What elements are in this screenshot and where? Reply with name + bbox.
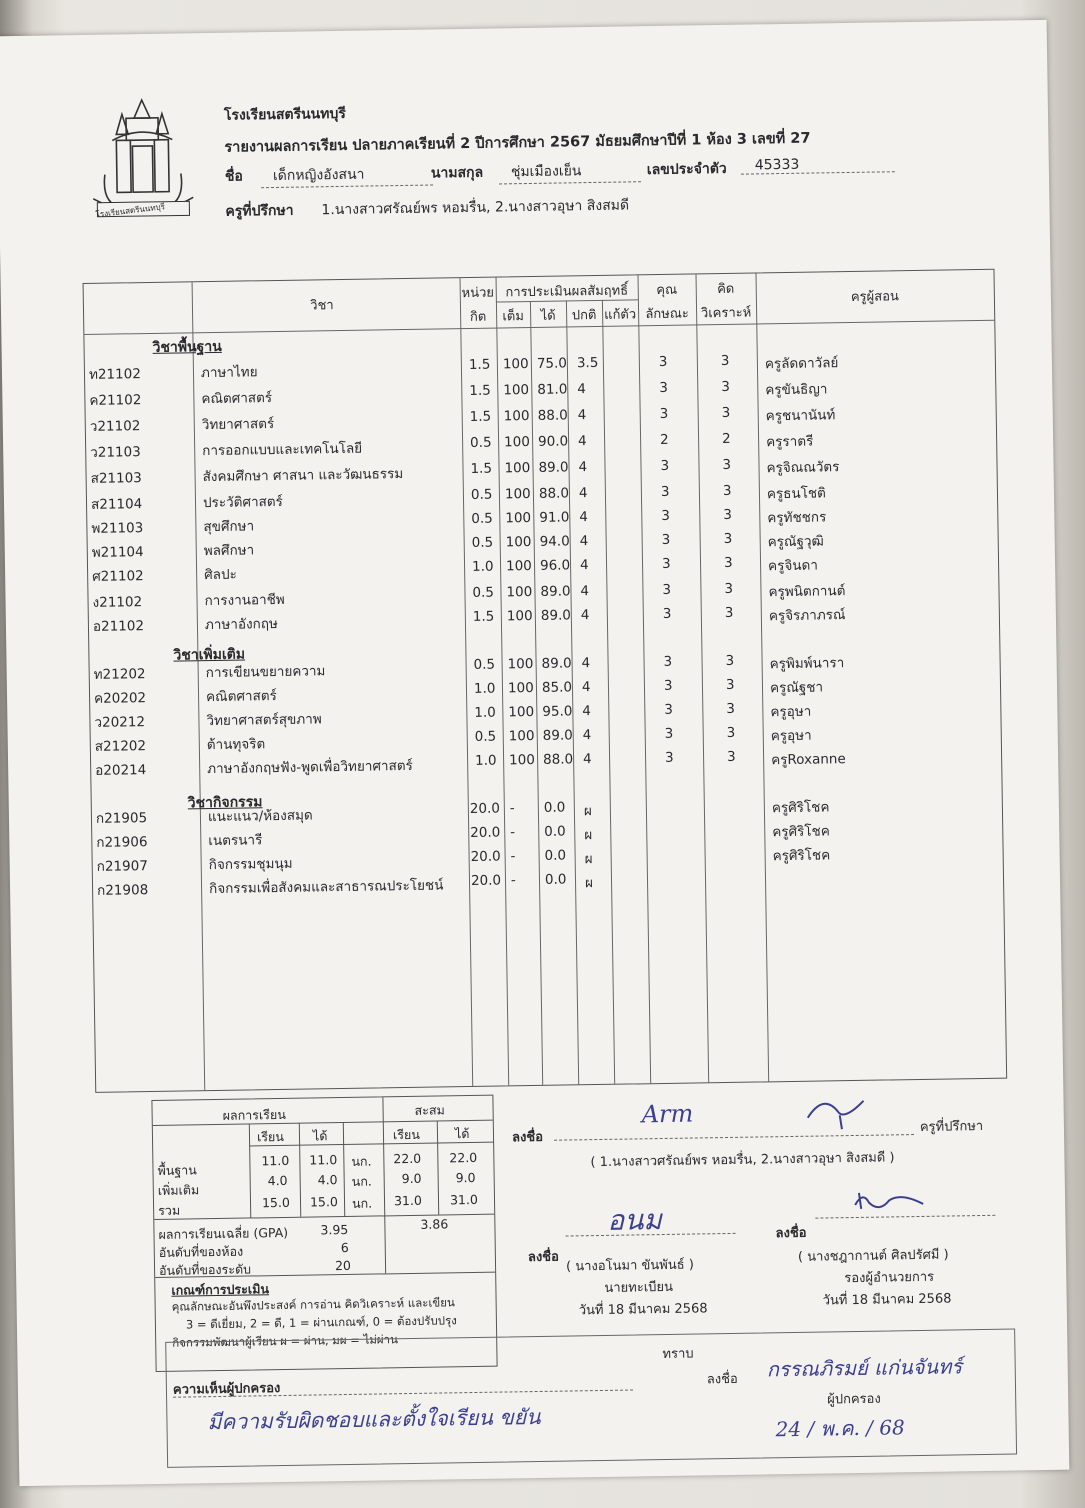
summary-extra-unit: นก. [351,1173,372,1189]
cell-full: 100 [504,486,531,503]
cell-think: 3 [725,676,735,693]
cell-full: - [509,800,515,817]
criteria-line-3: กิจกรรมพัฒนาผู้เรียน ผ = ผ่าน, มผ = ไม่ผ่าน [172,1332,399,1350]
cell-code: ว21102 [89,418,141,435]
name-label: ชื่อ [224,168,243,185]
cell-grade: 4 [581,655,591,672]
cell-got: 96.0 [539,557,571,574]
cell-think: 2 [721,430,731,447]
cell-code: ส21104 [90,496,143,513]
report-title: รายงานผลการเรียน ปลายภาคเรียนที่ 2 ปีการศึกษา 2567 มัธยมศึกษาปีที่ 1 ห้อง 3 เลขที่ 27 [224,130,811,156]
cell-name: ภาษาไทย [200,364,258,382]
parent-opinion-label: ความเห็นผู้ปกครอง [172,1381,281,1398]
cell-credit: 0.5 [471,510,493,527]
cell-code: ก21907 [96,858,148,875]
section-activity: วิชากิจกรรม [187,794,263,812]
cell-grade: ผ [584,827,593,844]
rank-room-value: 6 [340,1239,349,1256]
deputy-date: วันที่ 18 มีนาคม 2568 [822,1291,952,1309]
surname-label: นามสกุล [430,164,484,182]
student-id: 45333 [741,155,895,174]
cell-name: การออกแบบและเทคโนโลยี [202,440,363,460]
header-think-2: วิเคราะห์ [700,305,752,322]
summary-got-header: ได้ [312,1128,328,1144]
cell-got: 88.0 [537,407,568,424]
summary-extra-got: 4.0 [317,1172,338,1188]
cell-grade: 4 [578,459,588,476]
cell-teacher: ครูพนิตกานต์ [768,583,846,601]
cell-char: 3 [664,701,674,718]
rank-level-value: 20 [334,1257,352,1274]
header-teacher: ครูผู้สอน [850,289,899,305]
cell-credit: 0.5 [471,534,494,551]
cell-got: 88.0 [538,485,570,502]
cell-grade: ผ [583,803,592,820]
cell-name: ประวัติศาสตร์ [202,493,283,512]
registrar-signature: อนม [607,1203,663,1237]
cell-code: ก21906 [96,834,148,851]
summary-basic-label: พื้นฐาน [157,1162,197,1178]
cell-grade: 4 [582,751,592,768]
cell-name: สังคมศึกษา ศาสนา และวัฒนธรรม [202,466,404,486]
cell-teacher: ครูจิณณวัตร [766,459,840,477]
cell-grade: 4 [580,607,590,624]
cell-name: คณิตศาสตร์ [201,390,273,408]
cell-grade: 4 [577,433,587,450]
cell-name: เนตรนารี [208,832,263,850]
cell-got: 75.0 [536,355,568,372]
cell-code: อ20214 [95,762,147,779]
cell-think: 3 [725,652,735,669]
cell-char: 3 [660,457,670,474]
cell-teacher: ครูศิริโชค [772,847,831,865]
cell-full: 100 [505,533,532,551]
header-assessment: การประเมินผลสัมฤทธิ์ [505,283,629,301]
cell-got: 89.0 [538,459,569,476]
cell-credit: 1.5 [468,356,491,373]
section-extra: วิชาเพิ่มเติม [173,646,246,664]
cell-name: คณิตศาสตร์ [205,688,277,706]
cell-credit: 20.0 [469,800,501,817]
cell-code: ว21103 [90,444,141,461]
cell-grade: ผ [584,851,593,868]
advisor-names: 1.นางสาวศรัณย์พร หอมรื่น, 2.นางสาวอุษา สิงสมดี [321,197,630,219]
cell-full: - [510,824,516,841]
advisor-label: ครูที่ปรึกษา [225,202,294,220]
parent-opinion-box [165,1328,1017,1467]
cell-credit: 1.0 [471,558,494,575]
criteria-line-2: 3 = ดีเยี่ยม, 2 = ดี, 1 = ผ่านเกณฑ์, 0 = ต้องปรับปรุง [185,1313,457,1332]
cell-credit: 1.5 [470,460,493,477]
cell-name: พลศึกษา [203,542,255,560]
header-fix: แก้ตัว [604,307,637,323]
cell-code: ค21102 [89,392,142,409]
cell-code: ง21102 [92,594,143,611]
cell-code: ศ21102 [92,568,144,585]
summary-total-label: รวม [158,1202,181,1218]
summary-study-header-2: เรียน [392,1126,420,1143]
cell-name: สุขศึกษา [203,518,255,536]
registrar-sign-label: ลงชื่อ [527,1249,559,1266]
cell-got: 91.0 [539,509,570,526]
cell-teacher: ครูRoxanne [771,751,846,769]
cell-got: 0.0 [544,847,567,864]
cell-full: 100 [508,703,535,721]
cell-full: - [510,872,516,889]
cell-full: 100 [507,655,534,673]
summary-got-header-2: ได้ [454,1126,470,1142]
header-got: ได้ [540,308,556,324]
cell-got: 81.0 [537,381,568,398]
cell-grade: 4 [580,583,590,600]
cell-full: 100 [503,408,530,425]
parent-sign-date: 24 / พ.ค. / 68 [775,1415,905,1442]
cell-got: 88.0 [542,751,574,768]
gpa-label: ผลการเรียนเฉลี่ย (GPA) [158,1224,289,1242]
cell-think: 3 [721,378,730,395]
header-character-2: ลักษณะ [645,306,689,323]
summary-result-header: ผลการเรียน [222,1106,286,1123]
cell-think: 3 [726,700,736,717]
advisor-names-sign: ( 1.นางสาวศรัณย์พร หอมรื่น, 2.นางสาวอุษา สิงสมดี ) [590,1150,895,1171]
cell-code: ท21102 [88,366,141,383]
cell-name: ภาษาอังกฤษฟัง-พูดเพื่อวิทยาศาสตร์ [207,757,413,778]
cell-grade: 3.5 [576,354,599,372]
cell-teacher: ครูพิมพ์นารา [769,655,845,673]
summary-extra-label: เพิ่มเติม [157,1182,200,1198]
rank-room-label: อันดับที่ของห้อง [158,1243,244,1260]
cell-code: ท21202 [93,666,146,683]
cell-grade: 4 [578,485,588,502]
cell-grade: ผ [584,875,594,892]
cell-name: ศิลปะ [204,566,237,584]
cell-teacher: ครูชนานันท์ [765,407,836,425]
cell-credit: 0.5 [469,434,492,451]
cell-teacher: ครูศิริโชค [771,799,830,817]
cell-full: 100 [507,679,534,697]
parent-role: ผู้ปกครอง [827,1391,881,1408]
deputy-signature [849,1182,930,1219]
cell-credit: 0.5 [470,486,493,503]
cell-code: ว20212 [94,714,146,731]
section-basic: วิชาพื้นฐาน [152,338,222,356]
advisor-signature-2 [803,1087,874,1132]
cell-char: 3 [661,531,671,548]
summary-total-accum-got: 31.0 [449,1191,478,1208]
summary-extra-accum-study: 9.0 [401,1170,422,1187]
cell-got: 95.0 [542,703,573,720]
cell-think: 3 [721,404,731,421]
deputy-sign-label: ลงชื่อ [775,1225,807,1242]
cell-credit: 20.0 [470,824,501,841]
summary-basic-unit: นก. [351,1153,372,1169]
cell-code: ก21908 [96,882,149,899]
cell-char: 3 [659,379,669,396]
cell-name: การงานอาชีพ [204,591,285,610]
summary-basic-study: 11.0 [261,1152,290,1169]
cell-name: วิทยาศาสตร์ [201,416,275,434]
cell-code: ส21103 [90,470,142,487]
cell-teacher: ครูอุษา [770,703,812,721]
rank-level-label: อันดับที่ของระดับ [158,1261,252,1278]
cell-teacher: ครูจินดา [767,557,818,575]
cell-got: 94.0 [539,533,570,550]
cell-credit: 0.5 [472,584,495,601]
cell-full: 100 [502,356,529,373]
cell-char: 3 [663,653,673,670]
summary-total-unit: นก. [351,1195,373,1211]
cell-full: 100 [508,727,535,745]
cell-credit: 1.5 [472,608,495,625]
id-label: เลขประจำตัว [646,160,727,179]
summary-box [151,1095,497,1372]
cell-teacher: ครูลัดดาวัลย์ [764,355,839,373]
cell-think: 3 [722,482,732,499]
gpa-value: 3.95 [320,1221,349,1238]
cell-char: 3 [660,483,670,500]
cell-think: 3 [724,604,734,621]
summary-total-got: 15.0 [309,1194,338,1210]
cell-credit: 1.0 [473,680,496,697]
summary-total-accum-study: 31.0 [393,1192,422,1209]
summary-extra-study: 4.0 [267,1172,288,1189]
cell-teacher: ครูณัฐชา [769,679,824,697]
cell-code: ค20202 [93,690,147,707]
grades-table [83,269,1008,1093]
cell-char: 3 [662,581,672,598]
logo-banner-text: โรงเรียนสตรีนนทบุรี [95,202,166,220]
registrar-role: นายทะเบียน [604,1279,674,1296]
cell-name: ภาษาอังกฤษ [204,615,278,634]
cell-think: 3 [720,352,730,369]
parent-ack: ทราบ [662,1346,694,1363]
cell-credit: 20.0 [470,872,502,889]
cell-teacher: ครูราตรี [766,433,814,451]
advisor-role: ครูที่ปรึกษา [919,1118,984,1135]
registrar-name: ( นางอโนมา ขันพันธ์ ) [565,1257,694,1275]
cell-char: 3 [659,405,669,422]
cell-code: พ21104 [91,544,144,561]
summary-basic-accum-study: 22.0 [393,1150,422,1167]
cell-credit: 0.5 [473,656,496,673]
parent-opinion-text: มีความรับผิดชอบและตั้งใจเรียน ขยัน [207,1404,541,1435]
cell-full: 100 [506,607,533,625]
cell-grade: 4 [581,679,591,696]
cell-code: อ21102 [92,618,145,635]
header-character-1: คุณ [656,282,678,299]
summary-basic-accum-got: 22.0 [449,1149,478,1166]
cell-think: 3 [723,554,733,571]
cell-credit: 1.5 [469,408,492,425]
cell-grade: 4 [579,533,589,550]
cell-full: 100 [503,434,531,451]
cell-name: การเขียนขยายความ [205,663,326,682]
cell-name: กิจกรรมชุมนุม [208,855,293,874]
criteria-line-1: คุณลักษณะอันพึงประสงค์ การอ่าน คิดวิเคราะห์ และเขียน [171,1295,455,1314]
school-name: โรงเรียนสตรีนนทบุรี [223,105,346,124]
cell-char: 3 [664,725,674,742]
cell-code: ส21202 [94,738,147,755]
cell-char: 3 [662,605,672,622]
cell-full: - [510,848,516,865]
cell-credit: 0.5 [474,728,497,745]
cell-full: 100 [503,382,530,399]
cell-full: 100 [504,460,531,477]
student-surname: ชุ่มเมืองเย็น [499,159,641,184]
cell-char: 3 [663,677,673,694]
cell-char: 3 [664,749,674,766]
advisor-sign-line [554,1134,914,1141]
cell-think: 3 [724,580,734,597]
cell-credit: 1.0 [474,752,497,769]
cell-think: 3 [726,724,736,741]
cell-got: 0.0 [543,799,566,816]
cell-full: 100 [506,583,533,601]
cell-full: 100 [508,751,536,769]
summary-basic-got: 11.0 [309,1152,338,1168]
cell-grade: 4 [579,509,589,526]
parent-sign-label: ลงชื่อ [706,1371,738,1388]
report-paper [0,20,1069,1486]
advisor-sign-label: ลงชื่อ [511,1129,544,1146]
cell-grade: 4 [579,557,589,574]
registrar-date: วันที่ 18 มีนาคม 2568 [578,1301,708,1319]
cell-char: 3 [661,507,671,524]
cell-teacher: ครูศิริโชค [772,823,830,841]
cell-think: 3 [723,530,733,547]
header-full: เต็ม [502,309,524,325]
cell-char: 3 [658,353,668,370]
deputy-name: ( นางชฎากานต์ ศิลปรัศมี ) [797,1247,949,1265]
header-credit-1: หน่วย [461,285,495,302]
cell-think: 3 [722,456,732,473]
cell-full: 100 [505,510,532,527]
parent-signature: กรรณภิรมย์ แก่นจันทร์ [766,1354,963,1382]
summary-accum-header: สะสม [414,1102,445,1118]
cell-char: 3 [661,555,671,572]
cell-got: 0.0 [544,871,567,888]
summary-total-study: 15.0 [261,1194,290,1211]
summary-extra-accum-got: 9.0 [455,1169,476,1186]
cell-name: กิจกรรมเพื่อสังคมและสาธารณประโยชน์ [208,877,444,898]
cell-char: 2 [659,431,669,448]
header-think-1: คิด [717,281,735,298]
cell-got: 89.0 [540,607,572,624]
cell-teacher: ครูธนโชติ [766,485,827,503]
cell-name: วิทยาศาสตร์สุขภาพ [206,711,322,730]
cell-think: 3 [726,748,736,765]
cell-code: ก21905 [95,810,148,827]
header-subject: วิชา [310,298,334,314]
cell-grade: 4 [577,381,587,398]
cell-grade: 4 [582,727,592,744]
cell-teacher: ครูอุษา [770,727,812,745]
cell-teacher: ครูทัชชกร [767,509,827,527]
cell-grade: 4 [582,703,592,720]
cell-teacher: ครูขันธิญา [765,381,828,399]
cell-teacher: ครูณัฐวุฒิ [767,533,824,551]
cell-name: แนะแนว/ห้องสมุด [207,807,313,826]
header-credit-2: กิต [469,309,487,325]
header-normal: ปกติ [571,307,597,324]
cell-credit: 1.5 [469,382,491,399]
summary-study-header: เรียน [256,1128,284,1145]
cell-name: ต้านทุจริต [206,736,266,754]
cell-credit: 20.0 [470,848,501,865]
cell-got: 89.0 [541,655,572,672]
cell-got: 90.0 [537,433,569,450]
cell-code: พ21103 [91,520,144,537]
student-name: เด็กหญิงอังสนา [261,163,433,189]
cell-got: 89.0 [542,727,573,744]
cell-got: 0.0 [544,823,566,840]
cell-credit: 1.0 [474,704,496,721]
cell-got: 89.0 [540,583,571,600]
cell-think: 3 [723,506,733,523]
cell-full: 100 [505,557,532,575]
criteria-title: เกณฑ์การประเมิน [171,1281,270,1298]
cell-got: 85.0 [541,679,573,696]
cell-grade: 4 [577,407,587,424]
deputy-role: รองผู้อำนวยการ [844,1269,935,1287]
cell-teacher: ครูจิรภาภรณ์ [768,607,846,625]
gpa-accum-value: 3.86 [420,1216,449,1232]
advisor-signature-1: Arm [641,1099,694,1129]
